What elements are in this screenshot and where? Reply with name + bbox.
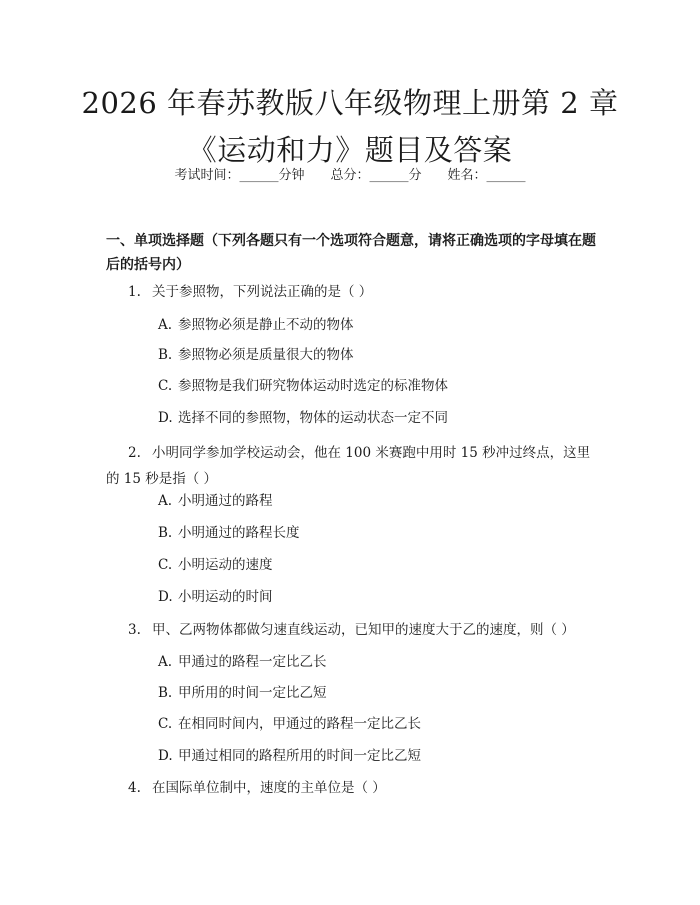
document-title: 2026 年春苏教版八年级物理上册第 2 章《运动和力》题目及答案: [81, 86, 619, 167]
option-label: D.: [158, 589, 173, 605]
option-1c: [158, 375, 598, 397]
option-1d: [158, 407, 598, 429]
option-label: D.: [158, 410, 173, 426]
option-label: A.: [158, 654, 173, 670]
option-label: B.: [158, 347, 173, 363]
option-text: 小明运动的时间: [178, 589, 273, 605]
question-text: 甲、乙两物体都做匀速直线运动，已知甲的速度大于乙的速度，则（ ）: [152, 622, 575, 638]
question-number: 4.: [128, 780, 141, 796]
option-text: 参照物必须是静止不动的物体: [178, 317, 354, 333]
option-text: 甲通过相同的路程所用的时间一定比乙短: [178, 748, 421, 764]
total-score-field: 总分：______分: [330, 168, 422, 183]
option-2d: [158, 586, 598, 608]
exam-meta: [0, 166, 700, 186]
question-4: [106, 777, 596, 799]
option-3d: [158, 745, 598, 767]
option-3a: [158, 651, 598, 673]
option-text: 小明通过的路程长度: [178, 525, 300, 541]
exam-time-field: 考试时间：______分钟: [174, 168, 305, 183]
option-2a: [158, 490, 598, 512]
option-label: C.: [158, 716, 173, 732]
question-number: 1.: [128, 284, 141, 300]
question-3: [106, 619, 626, 641]
option-text: 参照物必须是质量很大的物体: [178, 347, 354, 363]
option-label: B.: [158, 685, 173, 701]
option-label: A.: [158, 493, 173, 509]
question-number: 3.: [128, 622, 141, 638]
question-1: [106, 281, 596, 303]
question-text: 小明同学参加学校运动会，他在 100 米赛跑中用时 15 秒冲过终点，这里的 15 秒是指（ ）: [106, 445, 591, 487]
question-text: 关于参照物，下列说法正确的是（ ）: [152, 284, 373, 300]
option-1b: [158, 344, 598, 366]
student-name-field: 姓名：______: [447, 168, 526, 183]
section-heading: 一、单项选择题（下列各题只有一个选项符合题意，请将正确选项的字母填在题后的括号内）: [106, 233, 596, 273]
option-label: D.: [158, 748, 173, 764]
option-text: 甲所用的时间一定比乙短: [178, 685, 327, 701]
option-label: A.: [158, 317, 173, 333]
option-text: 甲通过的路程一定比乙长: [178, 654, 327, 670]
option-label: B.: [158, 525, 173, 541]
option-3b: [158, 682, 598, 704]
option-2c: [158, 554, 598, 576]
option-label: C.: [158, 378, 173, 394]
question-text: 在国际单位制中，速度的主单位是（ ）: [152, 780, 386, 796]
option-3c: [158, 713, 598, 735]
question-number: 2.: [128, 445, 141, 461]
option-text: 选择不同的参照物，物体的运动状态一定不同: [178, 410, 448, 426]
option-text: 小明运动的速度: [178, 557, 273, 573]
question-2: [106, 440, 596, 492]
option-text: 参照物是我们研究物体运动时选定的标准物体: [178, 378, 448, 394]
option-text: 在相同时间内，甲通过的路程一定比乙长: [178, 716, 421, 732]
option-1a: [158, 314, 598, 336]
option-label: C.: [158, 557, 173, 573]
option-2b: [158, 522, 598, 544]
option-text: 小明通过的路程: [178, 493, 273, 509]
